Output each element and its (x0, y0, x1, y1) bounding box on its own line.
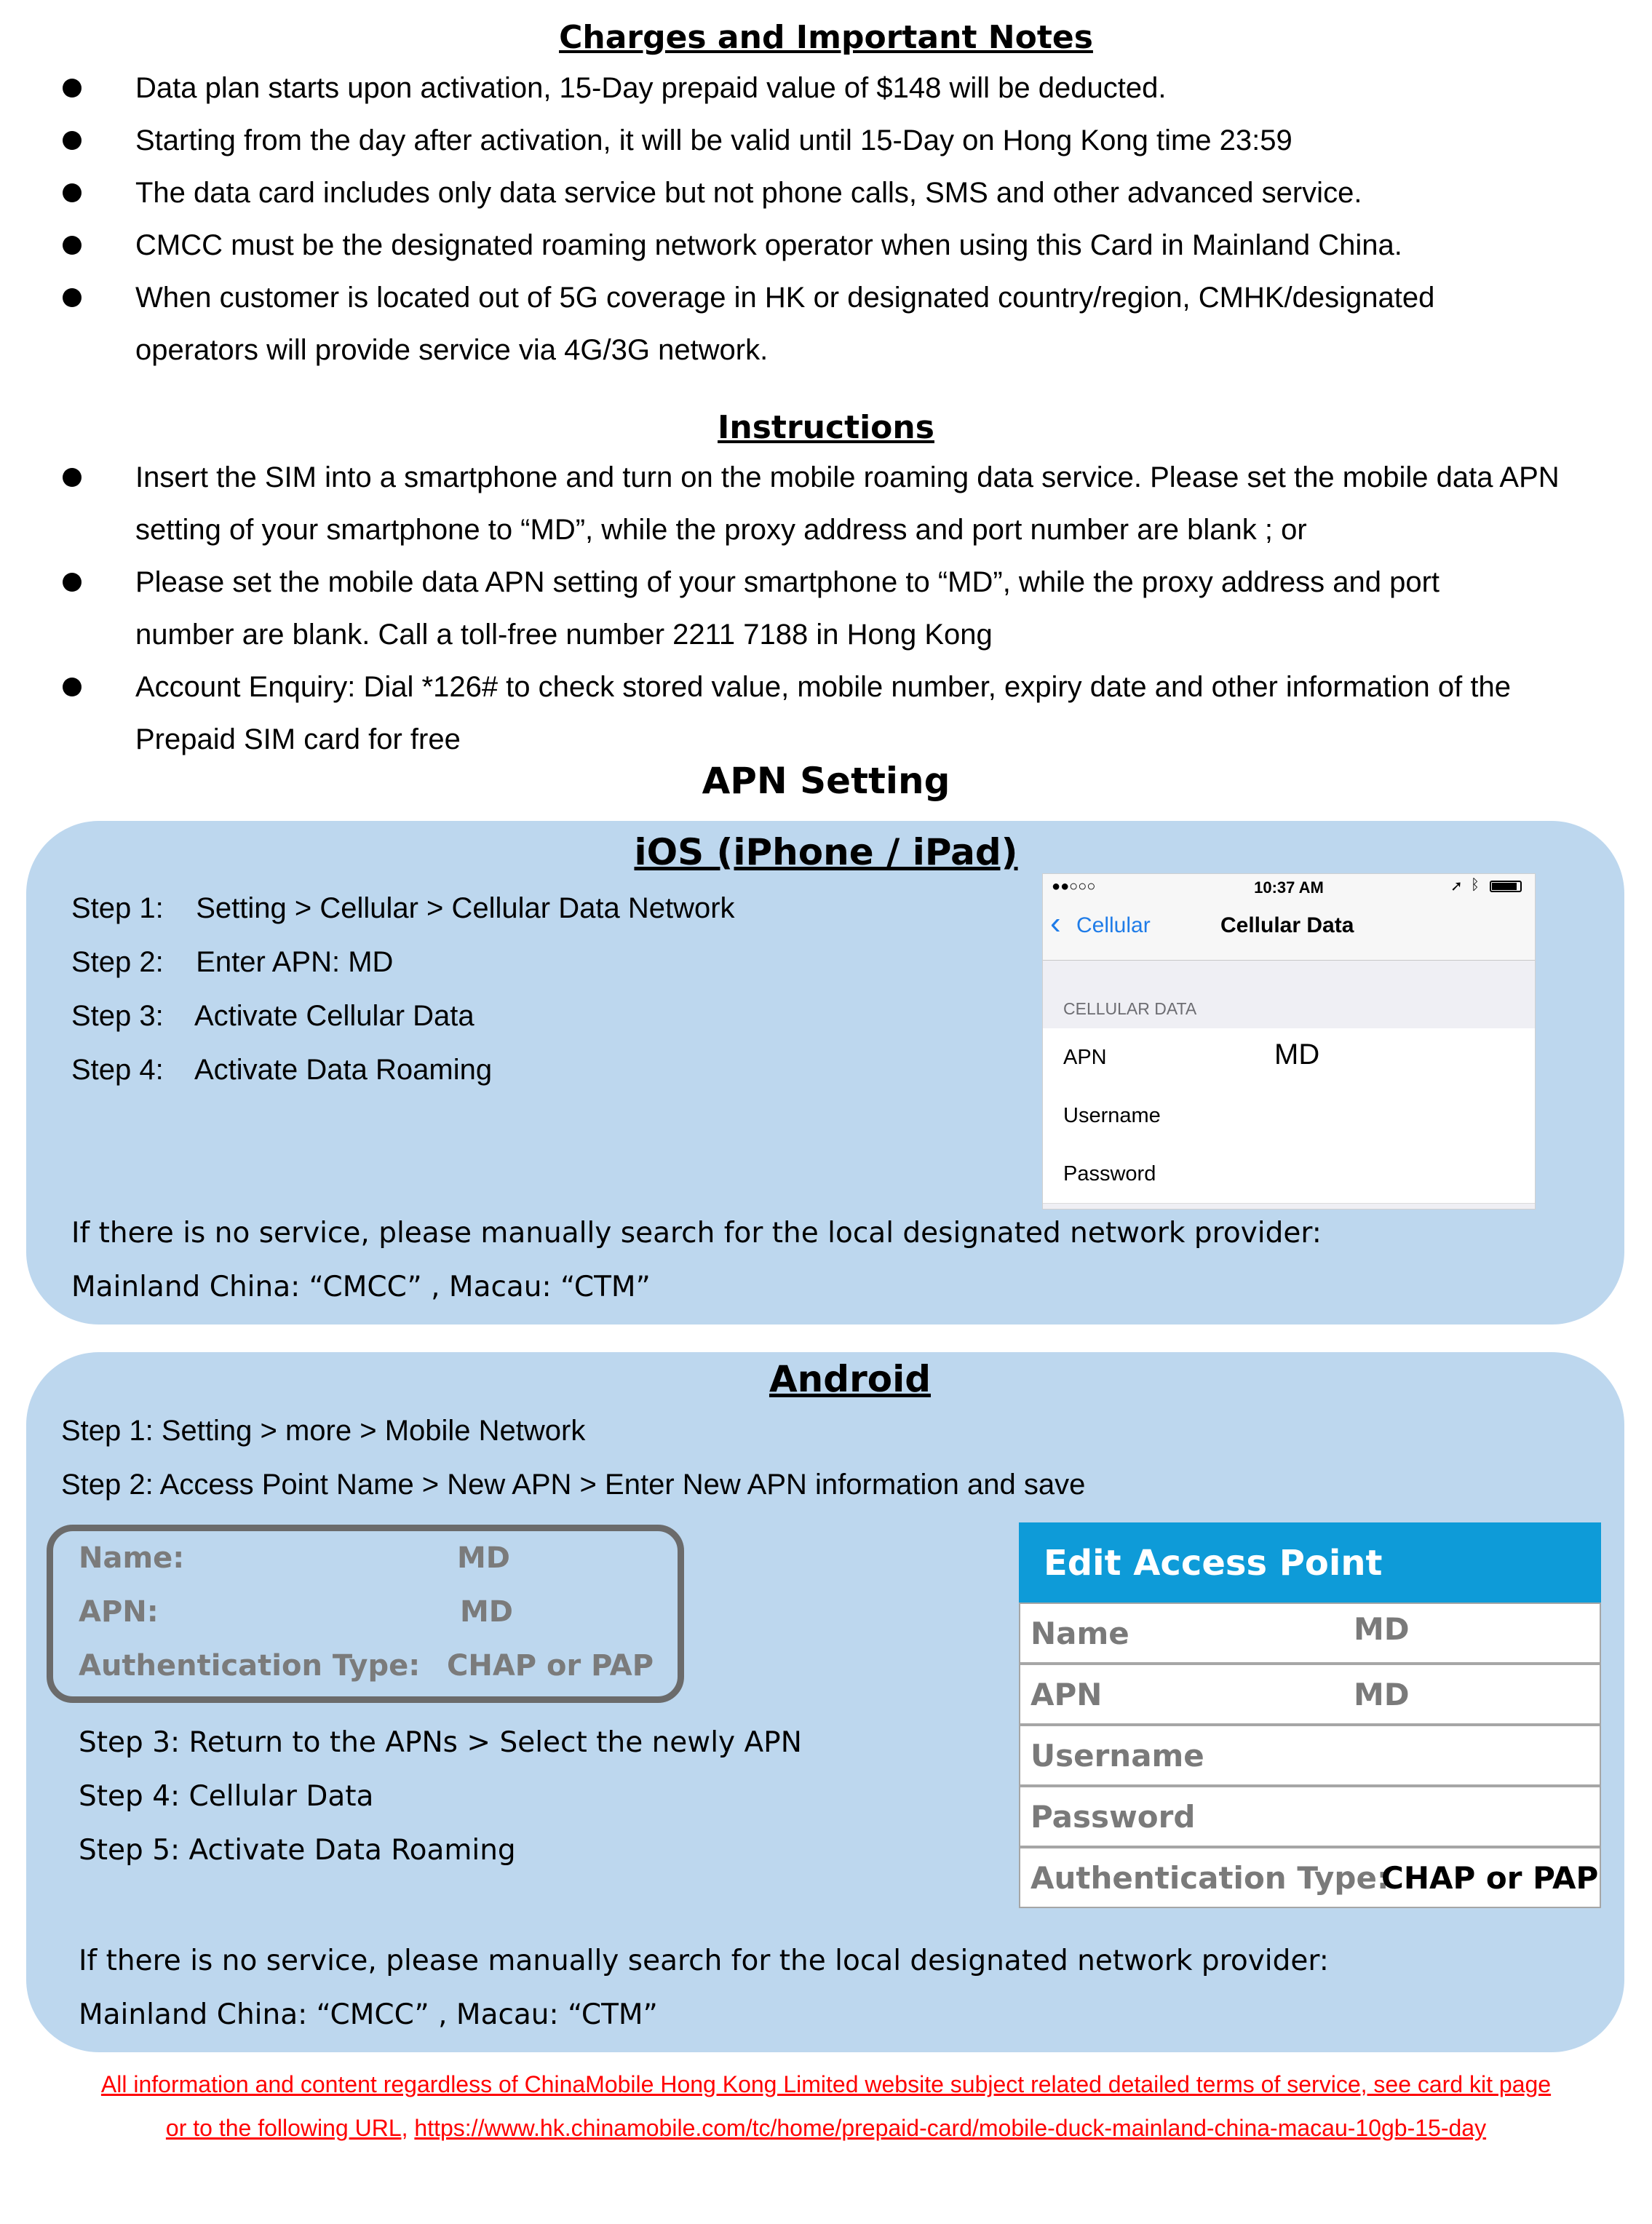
ios-step: Step 4: Activate Data Roaming (71, 1054, 493, 1086)
ios-cellular-data-screenshot (1042, 873, 1536, 1210)
ios-section-header: CELLULAR DATA (1063, 999, 1197, 1018)
bullet-icon (63, 183, 82, 202)
instructions-item: Insert the SIM into a smartphone and turn on the mobile roaming data service. Please set the mobile data APN setting of your smartphone to “MD”, while the proxy address and port number are blank ; or (135, 461, 1560, 546)
android-step: Step 2: Access Point Name > New APN > Enter New APN information and save (61, 1469, 1086, 1501)
ios-username-row[interactable] (1043, 1087, 1535, 1145)
bullet-icon (63, 678, 82, 696)
charges-item: Data plan starts upon activation, 15-Day prepaid value of $148 will be deducted. (135, 72, 1167, 104)
ios-heading: iOS (iPhone / iPad) (634, 831, 1018, 873)
bullet-icon (63, 468, 82, 487)
ios-apn-row[interactable] (1043, 1028, 1535, 1087)
signal-icon: ●●○○○ (1052, 878, 1096, 894)
ap-password-row[interactable] (1019, 1786, 1601, 1847)
bullet-icon (63, 79, 82, 98)
box-auth-label: Authentication Type: (79, 1649, 421, 1683)
charges-item: CMCC must be the designated roaming network operator when using this Card in Mainland China. (135, 229, 1402, 261)
ios-step: Step 3: Activate Cellular Data (71, 1000, 474, 1032)
ios-screen-title: Cellular Data (1220, 913, 1354, 937)
box-auth-value: CHAP or PAP (447, 1649, 654, 1683)
instructions-heading: Instructions (718, 409, 934, 446)
android-heading: Android (769, 1358, 932, 1400)
charges-item: Starting from the day after activation, it will be valid until 15-Day on Hong Kong time 23:59 (135, 124, 1292, 156)
android-step: Step 5: Activate Data Roaming (79, 1834, 516, 1867)
footer-url-link[interactable]: https://www.hk.chinamobile.com/tc/home/prepaid-card/mobile-duck-mainland-china-macau-10gb-15-day (414, 2115, 1487, 2141)
ap-auth-row[interactable] (1019, 1847, 1601, 1908)
ap-username-label: Username (1030, 1738, 1204, 1774)
back-cellular-button[interactable]: Cellular (1076, 913, 1151, 937)
ap-apn-label: APN (1030, 1677, 1103, 1712)
bluetooth-icon: ᛒ (1471, 877, 1480, 893)
charges-heading: Charges and Important Notes (559, 19, 1093, 56)
ios-no-service-text: If there is no service, please manually search for the local designated network provider: (71, 1217, 1322, 1250)
box-name-label: Name: (79, 1541, 185, 1575)
bullet-icon (63, 131, 82, 150)
bullet-icon (63, 288, 82, 307)
footer-line-1 (0, 2071, 1652, 2098)
ios-step: Step 2: Enter APN: MD (71, 946, 394, 978)
ap-name-row[interactable] (1019, 1603, 1601, 1664)
ap-auth-label: Authentication Type: (1030, 1860, 1389, 1896)
ap-auth-value[interactable]: CHAP or PAP (1381, 1860, 1599, 1896)
ap-name-value[interactable]: MD (1354, 1611, 1410, 1647)
ios-providers-text: Mainland China: “CMCC” , Macau: “CTM” (71, 1271, 651, 1303)
android-providers-text: Mainland China: “CMCC” , Macau: “CTM” (79, 1998, 658, 2031)
android-step: Step 3: Return to the APNs > Select the newly APN (79, 1726, 802, 1759)
ios-apn-label: APN (1063, 1046, 1107, 1069)
ios-step: Step 1: Setting > Cellular > Cellular Data Network (71, 892, 735, 924)
bullet-icon (63, 236, 82, 255)
location-icon: ➚ (1450, 878, 1463, 894)
android-step: Step 1: Setting > more > Mobile Network (61, 1415, 586, 1447)
box-apn-label: APN: (79, 1595, 159, 1629)
footer-url-prefix: or to the following URL, (165, 2115, 408, 2141)
android-step: Step 4: Cellular Data (79, 1780, 374, 1813)
ios-password-label: Password (1063, 1162, 1156, 1186)
ios-username-label: Username (1063, 1104, 1161, 1127)
ap-password-label: Password (1030, 1799, 1196, 1835)
edit-access-point-screenshot (1019, 1522, 1601, 1915)
ap-apn-value[interactable]: MD (1354, 1677, 1410, 1712)
edit-access-point-header (1019, 1522, 1601, 1603)
ap-apn-row[interactable] (1019, 1664, 1601, 1725)
footer-line-2 (0, 2115, 1652, 2142)
box-apn-value: MD (460, 1595, 514, 1629)
ios-password-row[interactable] (1043, 1145, 1535, 1204)
ap-name-label: Name (1030, 1616, 1129, 1651)
instructions-item: Please set the mobile data APN setting of your smartphone to “MD”, while the proxy address and port number are blank. Call a toll-free number 2211 7188 in Hong Kong (135, 566, 1440, 651)
ios-time: 10:37 AM (1254, 878, 1324, 897)
apn-setting-heading: APN Setting (702, 760, 950, 802)
android-no-service-text: If there is no service, please manually search for the local designated network provider: (79, 1945, 1329, 1977)
charges-item: When customer is located out of 5G coverage in HK or designated country/region, CMHK/designated operators will provide service via 4G/3G network. (135, 282, 1435, 366)
bullet-icon (63, 573, 82, 592)
edit-access-point-title: Edit Access Point (1044, 1543, 1383, 1584)
battery-icon (1490, 881, 1522, 892)
chevron-left-icon[interactable]: ‹ (1050, 905, 1061, 941)
instructions-item: Account Enquiry: Dial *126# to check stored value, mobile number, expiry date and other information of the Prepaid SIM card for free (135, 671, 1511, 755)
charges-item: The data card includes only data service but not phone calls, SMS and other advanced service. (135, 177, 1362, 209)
footer-disclaimer: All information and content regardless of ChinaMobile Hong Kong Limited website subject related detailed terms of service, see card kit page (100, 2071, 1552, 2097)
box-name-value: MD (457, 1541, 511, 1575)
ios-apn-value[interactable]: MD (1274, 1038, 1320, 1071)
ios-nav-bar (1043, 874, 1535, 961)
ap-username-row[interactable] (1019, 1725, 1601, 1786)
